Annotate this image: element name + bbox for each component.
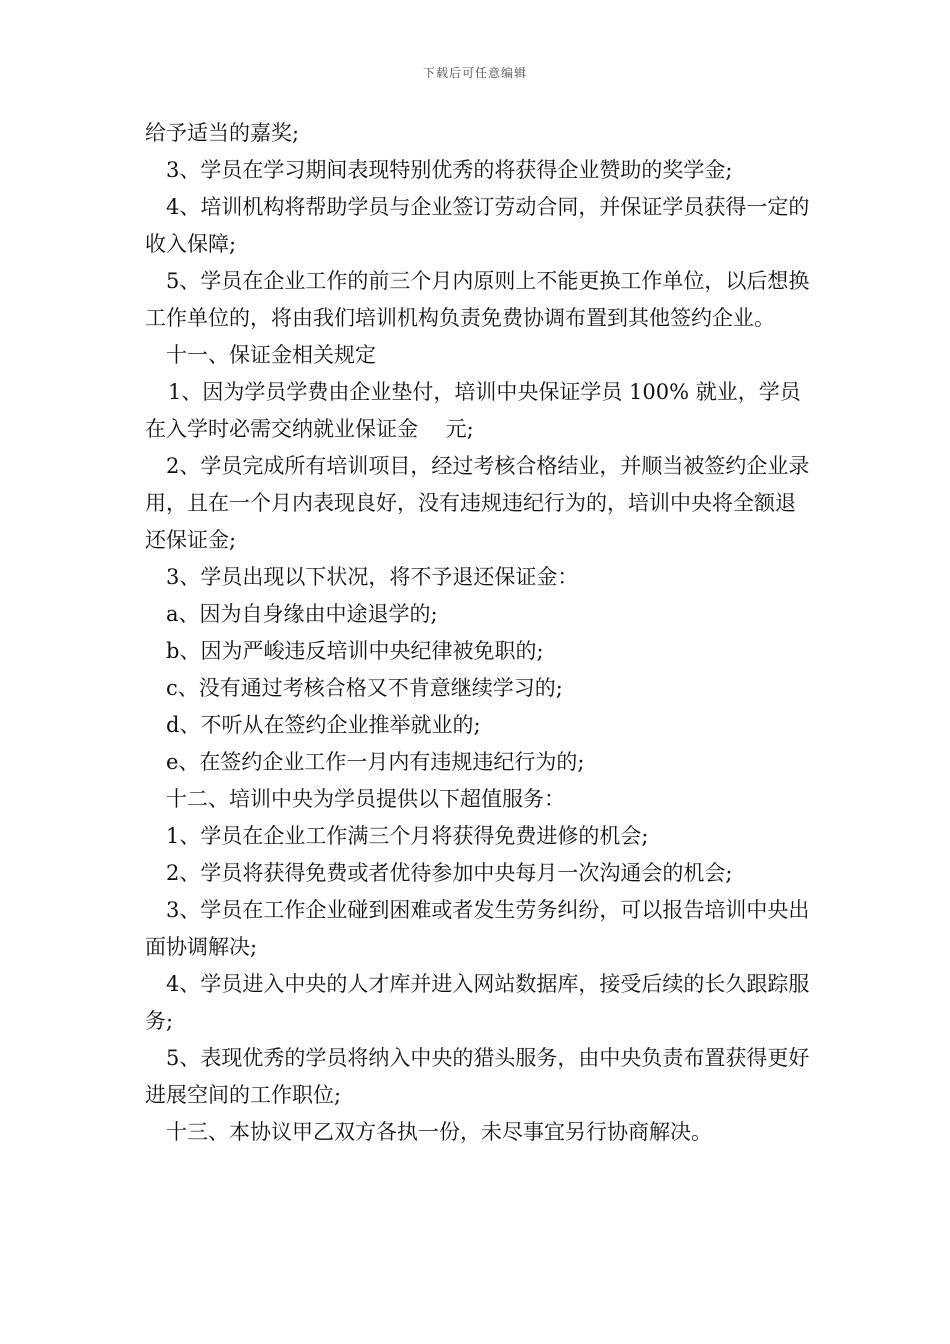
list-item-b: b、因为严峻违反培训中央纪律被免职的; [166,639,544,663]
document-body [145,115,810,1151]
paragraph-service-2: 2、学员将获得免费或者优待参加中央每月一次沟通会的机会; [166,861,733,885]
paragraph-deposit-3: 3、学员出现以下状况，将不予退还保证金： [166,565,579,589]
section-heading-13: 十三、本协议甲乙双方各执一份，未尽事宜另行协商解决。 [166,1120,712,1144]
page-header: 下载后可任意编辑 [422,66,527,80]
paragraph-service-3: 3、学员在工作企业碰到困难或者发生劳务纠纷，可以报告培训中央出面协调解决; [145,898,810,959]
list-item-c: c、没有通过考核合格又不肯意继续学习的; [166,676,563,700]
paragraph-deposit-1: 1、因为学员学费由企业垫付，培训中央保证学员 100% 就业，学员在入学时必需交纳就业保证金 元; [145,380,801,441]
list-item-d: d、不听从在签约企业推举就业的; [166,713,481,737]
section-heading-11: 十一、保证金相关规定 [166,343,376,367]
list-item-a: a、因为自身缘由中途退学的; [166,602,438,626]
paragraph-item-5: 5、学员在企业工作的前三个月内原则上不能更换工作单位，以后想换工作单位的，将由我们培训机构负责免费协调布置到其他签约企业。 [145,269,810,330]
section-heading-12: 十二、培训中央为学员提供以下超值服务： [166,787,565,811]
list-item-e: e、在签约企业工作一月内有违规违纪行为的; [166,750,585,774]
paragraph-service-4: 4、学员进入中央的人才库并进入网站数据库，接受后续的长久跟踪服务; [145,972,810,1033]
paragraph-item-4: 4、培训机构将帮助学员与企业签订劳动合同，并保证学员获得一定的收入保障; [145,195,810,256]
paragraph-service-5: 5、表现优秀的学员将纳入中央的猎头服务，由中央负责布置获得更好进展空间的工作职位; [145,1046,810,1107]
paragraph-deposit-2: 2、学员完成所有培训项目，经过考核合格结业，并顺当被签约企业录用，且在一个月内表现良好，没有违规违纪行为的，培训中央将全额退还保证金; [145,454,810,552]
paragraph-item-3: 3、学员在学习期间表现特别优秀的将获得企业赞助的奖学金; [166,158,733,182]
paragraph-continuation: 给予适当的嘉奖; [145,121,300,145]
paragraph-service-1: 1、学员在企业工作满三个月将获得免费进修的机会; [166,824,649,848]
